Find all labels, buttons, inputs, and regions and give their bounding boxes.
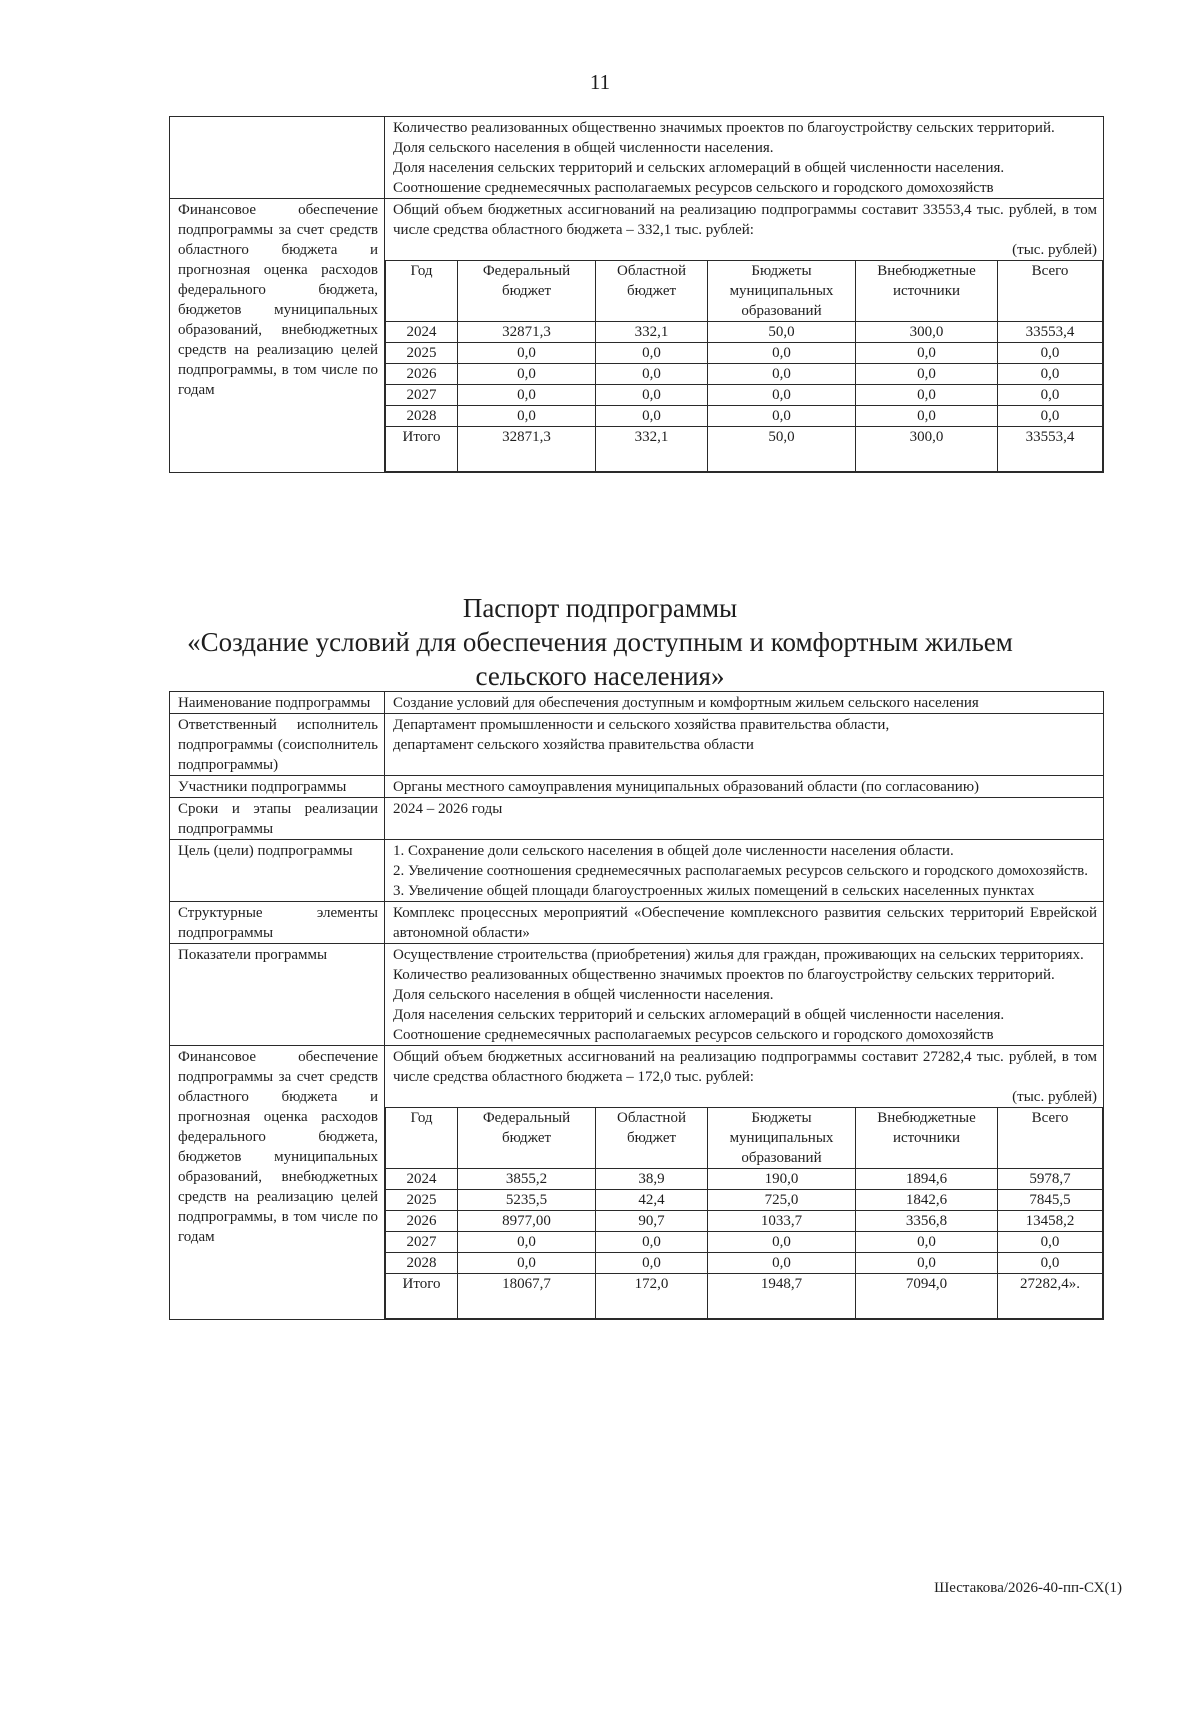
cell: 0,0 [458,385,596,406]
indicator-line: Количество реализованных общественно значимых проектов по благоустройству сельских территорий. [393,967,1055,983]
col-header: Федеральный бюджет [458,1108,596,1169]
cell: 190,0 [708,1169,856,1190]
document-footer-code: Шестакова/2026-40-пп-СХ(1) [934,1580,1122,1596]
indicators-row [170,944,1104,1046]
finance-row-2028 [386,1253,1103,1274]
finance-header-row [386,261,1103,322]
cell: 8977,00 [458,1211,596,1232]
cell: 32871,3 [458,427,596,472]
cell: 0,0 [596,343,708,364]
finance-row-2028 [386,406,1103,427]
col-header: Год [386,1108,458,1169]
finance-row-2027 [386,1232,1103,1253]
col-header: Внебюджетные источники [856,261,998,322]
cell: 0,0 [856,1232,998,1253]
finance-row-2024 [386,1169,1103,1190]
cell: 0,0 [998,385,1103,406]
section-title-line: «Создание условий для обеспечения доступным и комфортным жильем [187,627,1013,657]
cell: 0,0 [856,343,998,364]
goal-row [170,840,1104,902]
cell: 3356,8 [856,1211,998,1232]
cell: 332,1 [596,322,708,343]
cell: 0,0 [596,1253,708,1274]
cell: 0,0 [708,406,856,427]
indicators-value-cell [385,944,1104,1046]
participants-value: Органы местного самоуправления муниципальных образований области (по согласованию) [385,776,1104,798]
indicators-row [170,117,1104,199]
finance-row [170,1046,1104,1320]
finance-value-cell [385,199,1104,473]
cell: 0,0 [458,1253,596,1274]
finance-label: Финансовое обеспечение подпрограммы за счет средств областного бюджета и прогнозная оценка расходов федерального бюджета, бюджетов муниципальных образований, внебюджетных средств на реализацию целей подпрограммы, в том числе по годам [170,199,385,473]
cell: 2027 [386,385,458,406]
finance-row-2027 [386,385,1103,406]
cell: 0,0 [708,1253,856,1274]
executor-label: Ответственный исполнитель подпрограммы (соисполнитель подпрограммы) [170,714,385,776]
cell: 50,0 [708,322,856,343]
cell: 0,0 [458,1232,596,1253]
indicator-line: Количество реализованных общественно значимых проектов по благоустройству сельских территорий. [393,120,1055,136]
cell: 1033,7 [708,1211,856,1232]
cell: 1842,6 [856,1190,998,1211]
col-header: Внебюджетные источники [856,1108,998,1169]
goal-item: 1. Сохранение доли сельского населения в общей доле численности населения области. [393,843,954,859]
name-value: Создание условий для обеспечения доступным и комфортным жильем сельского населения [385,692,1104,714]
indicator-line: Доля сельского населения в общей численности населения. [393,140,774,156]
finance-intro: Общий объем бюджетных ассигнований на реализацию подпрограммы составит 33553,4 тыс. рублей, в том числе средства областного бюджета – 332,1 тыс. рублей: [393,202,1097,238]
elements-label: Структурные элементы подпрограммы [170,902,385,944]
finance-table [385,260,1103,472]
col-header: Областной бюджет [596,1108,708,1169]
cell: 725,0 [708,1190,856,1211]
indicator-line: Доля населения сельских территорий и сельских агломераций в общей численности населения. [393,1007,1005,1023]
cell: 32871,3 [458,322,596,343]
cell: 2026 [386,1211,458,1232]
cell: 300,0 [856,427,998,472]
col-header: Федеральный бюджет [458,261,596,322]
cell: 7845,5 [998,1190,1103,1211]
cell: 0,0 [998,1232,1103,1253]
cell: 0,0 [596,406,708,427]
col-header: Бюджеты муниципальных образований [708,1108,856,1169]
page-number: 11 [589,70,611,94]
executor-value: Департамент промышленности и сельского хозяйства правительства области, [393,717,890,733]
goal-item: 3. Увеличение общей площади благоустроенных жилых помещений в сельских населенных пунктах [393,883,1035,899]
goal-item: 2. Увеличение соотношения среднемесячных располагаемых ресурсов сельского и городского домохозяйств. [393,863,1088,879]
indicators-label: Показатели программы [170,944,385,1046]
indicator-line: Доля населения сельских территорий и сельских агломераций в общей численности населения. [393,160,1005,176]
section-title-line: Паспорт подпрограммы [462,593,738,623]
col-header: Всего [998,1108,1103,1169]
col-header: Всего [998,261,1103,322]
cell: 5235,5 [458,1190,596,1211]
cell: 0,0 [856,364,998,385]
cell: Итого [386,427,458,472]
cell: 300,0 [856,322,998,343]
goal-value-cell [385,840,1104,902]
col-header: Год [386,261,458,322]
cell: 0,0 [458,343,596,364]
goal-label: Цель (цели) подпрограммы [170,840,385,902]
finance-row [170,199,1104,473]
indicator-line: Доля сельского населения в общей численности населения. [393,987,774,1003]
cell: 1948,7 [708,1274,856,1319]
name-label: Наименование подпрограммы [170,692,385,714]
cell: 0,0 [708,385,856,406]
cell: 332,1 [596,427,708,472]
col-header: Областной бюджет [596,261,708,322]
cell: 2028 [386,406,458,427]
indicator-line: Осуществление строительства (приобретения) жилья для граждан, проживающих на сельских территориях. [393,947,1084,963]
cell: 27282,4». [998,1274,1103,1319]
cell: 50,0 [708,427,856,472]
cell: 13458,2 [998,1211,1103,1232]
cell: 0,0 [708,343,856,364]
executor-row [170,714,1104,776]
finance-intro: Общий объем бюджетных ассигнований на реализацию подпрограммы составит 27282,4 тыс. рублей, в том числе средства областного бюджета – 172,0 тыс. рублей: [393,1049,1097,1085]
finance-label: Финансовое обеспечение подпрограммы за счет средств областного бюджета и прогнозная оценка расходов федерального бюджета, бюджетов муниципальных образований, внебюджетных средств на реализацию целей подпрограммы, в том числе по годам [170,1046,385,1320]
cell: 90,7 [596,1211,708,1232]
participants-row [170,776,1104,798]
elements-row [170,902,1104,944]
finance-row-2024 [386,322,1103,343]
cell: 1894,6 [856,1169,998,1190]
finance-row-total [386,1274,1103,1319]
cell: Итого [386,1274,458,1319]
cell: 42,4 [596,1190,708,1211]
finance-row-2025 [386,343,1103,364]
section-title-line: сельского населения» [475,661,725,691]
cell: 33553,4 [998,322,1103,343]
cell: 0,0 [998,364,1103,385]
finance-units: (тыс. рублей) [1012,1089,1097,1105]
cell: 0,0 [708,1232,856,1253]
finance-value-cell [385,1046,1104,1320]
cell: 0,0 [458,364,596,385]
section-title [0,591,1200,693]
cell: 2024 [386,1169,458,1190]
cell: 2024 [386,322,458,343]
cell: 0,0 [998,343,1103,364]
indicators-value-cell [385,117,1104,199]
cell: 0,0 [458,406,596,427]
cell: 2025 [386,1190,458,1211]
indicator-line: Соотношение среднемесячных располагаемых ресурсов сельского и городского домохозяйств [393,180,994,196]
finance-row-2026 [386,364,1103,385]
finance-header-row [386,1108,1103,1169]
cell: 0,0 [596,385,708,406]
name-row [170,692,1104,714]
cell: 0,0 [998,406,1103,427]
elements-value: Комплекс процессных мероприятий «Обеспечение комплексного развития сельских территорий Еврейской автономной области» [385,902,1104,944]
finance-row-2025 [386,1190,1103,1211]
indicators-label-cell [170,117,385,199]
finance-row-2026 [386,1211,1103,1232]
top-passport-table [169,116,1104,473]
finance-units: (тыс. рублей) [1012,242,1097,258]
cell: 0,0 [856,406,998,427]
cell: 0,0 [596,364,708,385]
cell: 2027 [386,1232,458,1253]
cell: 172,0 [596,1274,708,1319]
cell: 33553,4 [998,427,1103,472]
subprogram-passport-table [169,691,1104,1320]
cell: 38,9 [596,1169,708,1190]
terms-label: Сроки и этапы реализации подпрограммы [170,798,385,840]
participants-label: Участники подпрограммы [170,776,385,798]
cell: 7094,0 [856,1274,998,1319]
indicator-line: Соотношение среднемесячных располагаемых ресурсов сельского и городского домохозяйств [393,1027,994,1043]
cell: 18067,7 [458,1274,596,1319]
finance-row-total [386,427,1103,472]
cell: 5978,7 [998,1169,1103,1190]
executor-value: департамент сельского хозяйства правительства области [393,737,754,753]
cell: 2028 [386,1253,458,1274]
terms-row [170,798,1104,840]
cell: 0,0 [596,1232,708,1253]
cell: 0,0 [998,1253,1103,1274]
terms-value: 2024 – 2026 годы [385,798,1104,840]
cell: 2025 [386,343,458,364]
cell: 2026 [386,364,458,385]
cell: 0,0 [856,1253,998,1274]
col-header: Бюджеты муниципальных образований [708,261,856,322]
cell: 0,0 [856,385,998,406]
finance-table [385,1107,1103,1319]
cell: 3855,2 [458,1169,596,1190]
executor-value-cell [385,714,1104,776]
cell: 0,0 [708,364,856,385]
